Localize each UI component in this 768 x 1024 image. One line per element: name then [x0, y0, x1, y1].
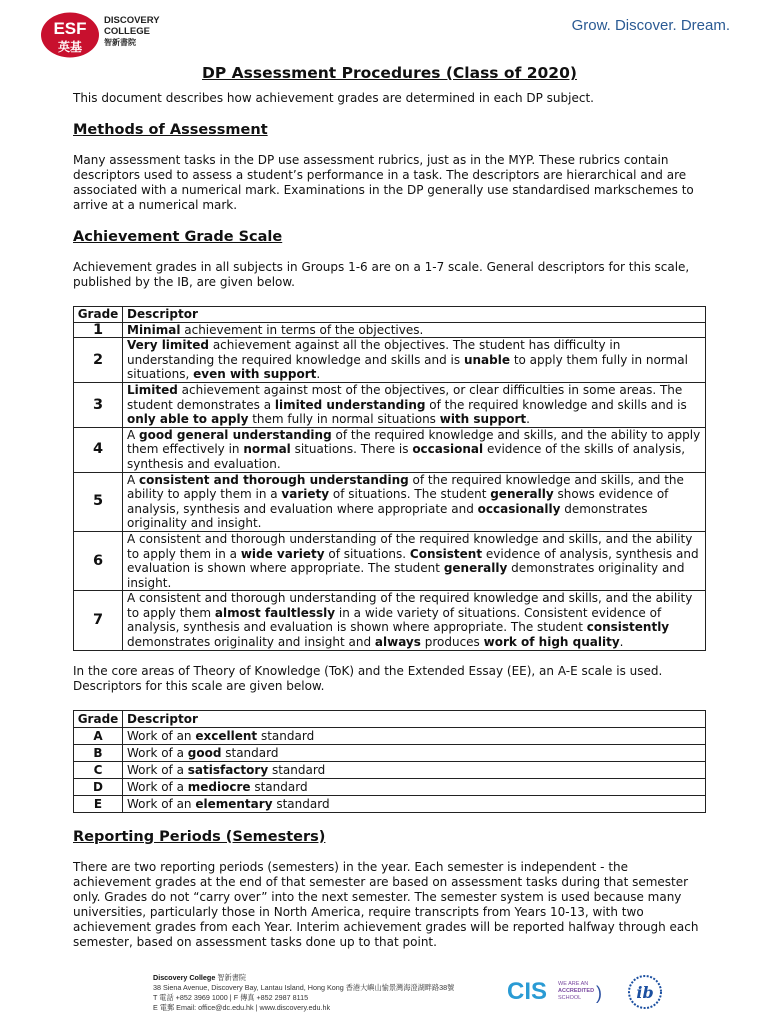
descriptor-column-header: Descriptor	[123, 307, 706, 323]
logo-cn-text: 英基	[57, 40, 83, 54]
descriptor-cell: Minimal achievement in terms of the objectives.	[123, 322, 706, 338]
table-row	[74, 795, 706, 812]
descriptor-cell: Work of a satisfactory standard	[123, 761, 706, 778]
footer-phone-label: T 電話	[153, 993, 174, 1002]
table-row	[74, 322, 706, 338]
descriptor-cell: Work of an excellent standard	[123, 727, 706, 744]
table-header-row	[74, 710, 706, 727]
table-row	[74, 338, 706, 383]
grade-cell: C	[74, 761, 123, 778]
footer-email[interactable]: Email: office@dc.edu.hk	[176, 1003, 254, 1012]
table-row	[74, 427, 706, 472]
descriptor-cell: A consistent and thorough understanding of the required knowledge and skills, and the ability to apply them in a variety of situations. The student generally shows evidence of analysis, synthesis and evaluation where appropriate and occasionally demonstrates originality and insight.	[123, 472, 706, 531]
intro-paragraph: This document describes how achievement grades are determined in each DP subject.	[73, 91, 594, 105]
cis-line1: WE ARE AN	[558, 981, 589, 987]
footer-fax-label: F 傳真	[233, 993, 255, 1002]
tagline: Grow. Discover. Dream.	[571, 17, 730, 34]
descriptor-cell: Work of a good standard	[123, 744, 706, 761]
school-name-line2: COLLEGE	[104, 26, 150, 37]
scale-paragraph: Achievement grades in all subjects in Groups 1-6 are on a 1-7 scale. General descriptors for this scale, published by the IB, are given below.	[73, 260, 690, 289]
grade-cell: 2	[74, 338, 123, 383]
grade-cell: E	[74, 795, 123, 812]
reporting-paragraph: There are two reporting periods (semesters) in the year. Each semester is independent - the achievement grades at the end of that semester are based on assessment tasks during that semester only. Grades do not “carry over” into the next semester. The semester system is used because many universities, particularly those in North America, require transcripts from Years 10-13, with two achievement grades from each Year. Interim achievement grades will be reported halfway through each semester, based on assessment tasks done up to that point.	[73, 859, 699, 949]
table-row	[74, 761, 706, 778]
table-row	[74, 778, 706, 795]
descriptor-cell: Very limited achievement against all the objectives. The student has difficulty in understanding the required knowledge and skills and is unable to apply them fully in normal situations, even with support.	[123, 338, 706, 383]
cis-line2: ACCREDITED	[558, 988, 595, 994]
table-row	[74, 727, 706, 744]
cis-accreditation-logo	[507, 975, 607, 1005]
table-header-row	[74, 307, 706, 323]
footer-phone: +852 3969 1000	[175, 993, 228, 1002]
table-row	[74, 591, 706, 650]
table-row	[74, 472, 706, 531]
grade-cell: 3	[74, 382, 123, 427]
descriptor-cell: A good general understanding of the required knowledge and skills, and the ability to apply them effectively in normal situations. There is occasional evidence of the skills of analysis, synthesis and evaluation.	[123, 427, 706, 472]
core-grade-table	[73, 710, 706, 813]
grade-scale-table	[73, 306, 706, 651]
document-title: DP Assessment Procedures (Class of 2020)	[202, 64, 577, 82]
scale-heading: Achievement Grade Scale	[73, 229, 283, 245]
core-paragraph: In the core areas of Theory of Knowledge (ToK) and the Extended Essay (EE), an A-E scale is used. Descriptors for this scale are given below.	[73, 663, 663, 693]
ib-logo	[627, 974, 663, 1010]
logo-text: ESF	[53, 19, 87, 38]
grade-cell: 5	[74, 472, 123, 531]
grade-column-header: Grade	[74, 307, 123, 323]
footer-email-label: E 電郵	[153, 1003, 175, 1012]
descriptor-cell: A consistent and thorough understanding of the required knowledge and skills, and the ability to apply them almost faultlessly in a wide variety of situations. Consistent evidence of analysis, synthesis and evaluation is shown where appropriate. The student consistently demonstrates originality and insight and always produces work of high quality.	[123, 591, 706, 650]
descriptor-cell: A consistent and thorough understanding of the required knowledge and skills, and the ability to apply them in a wide variety of situations. Consistent evidence of analysis, synthesis and evaluation is shown where appropriate. The student generally demonstrates originality and insight.	[123, 531, 706, 590]
reporting-heading: Reporting Periods (Semesters)	[73, 828, 326, 845]
school-name-line1: DISCOVERY	[104, 15, 160, 26]
methods-heading: Methods of Assessment	[73, 122, 268, 138]
grade-cell: 4	[74, 427, 123, 472]
descriptor-column-header: Descriptor	[123, 710, 706, 727]
descriptor-cell: Work of a mediocre standard	[123, 778, 706, 795]
footer-address-block: Discovery College 智新書院 38 Siena Avenue, Discovery Bay, Lantau Island, Hong Kong 香港大嶼山愉景灣海澄湖畔路38號 T 電話 +852 3969 1000 | F 傳真 +852 2987 8115 E 電郵 Email: office@dc.edu.hk | www.discovery.edu.hk	[153, 973, 455, 1012]
cis-bracket-icon: )	[596, 983, 602, 1003]
footer-address: 38 Siena Avenue, Discovery Bay, Lantau Island, Hong Kong	[153, 983, 344, 992]
footer-fax: +852 2987 8115	[256, 993, 309, 1002]
footer-school-name: Discovery College	[153, 973, 216, 982]
school-name-cn: 智新書院	[104, 38, 136, 47]
grade-column-header: Grade	[74, 710, 123, 727]
grade-cell: 6	[74, 531, 123, 590]
cis-line3: SCHOOL	[558, 995, 582, 1001]
table-row	[74, 382, 706, 427]
grade-cell: A	[74, 727, 123, 744]
descriptor-cell: Work of an elementary standard	[123, 795, 706, 812]
grade-cell: 7	[74, 591, 123, 650]
grade-cell: B	[74, 744, 123, 761]
table-row	[74, 744, 706, 761]
esf-logo	[40, 12, 100, 58]
document-body	[73, 64, 706, 950]
ib-logo-text: ib	[636, 983, 654, 1002]
footer-address-cn: 香港大嶼山愉景灣海澄湖畔路38號	[345, 983, 455, 992]
school-name	[104, 15, 160, 48]
cis-logo-text: CIS	[507, 978, 548, 1005]
footer-school-name-cn: 智新書院	[217, 973, 247, 982]
footer-website[interactable]: www.discovery.edu.hk	[259, 1003, 331, 1012]
grade-cell: 1	[74, 322, 123, 338]
methods-paragraph: Many assessment tasks in the DP use assessment rubrics, just as in the MYP. These rubrics contain descriptors used to assess a student’s performance in a task. The descriptors are hierarchical and are associated with a numerical mark. Examinations in the DP generally use standardised markschemes to arrive at a numerical mark.	[73, 153, 694, 212]
table-row	[74, 531, 706, 590]
descriptor-cell: Limited achievement against most of the objectives, or clear difficulties in some areas. The student demonstrates a limited understanding of the required knowledge and skills and is only able to apply them fully in normal situations with support.	[123, 382, 706, 427]
grade-cell: D	[74, 778, 123, 795]
